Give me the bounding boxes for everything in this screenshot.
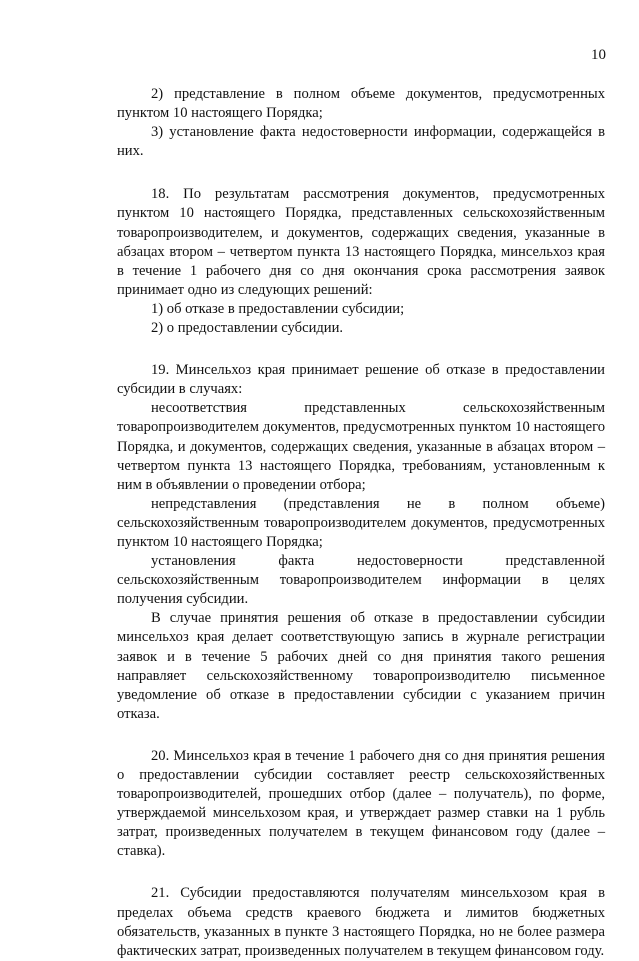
paragraph-20: 20. Минсельхоз края в течение 1 рабочего дня со дня принятия решения о предоставлении субсидии составляет реестр сельскохозяйственных товаропроизводителей, прошедших отбор (далее – получатель), по форме, утверждаемой минсельхозом края, и утверждает размер ставки на 1 рубль затрат, произведенных получателем в текущем финансовом году (далее – ставка).: [117, 747, 605, 860]
paragraph-19-case-3: установления факта недостоверности представленной сельскохозяйственным товаропроизводителем информации в целях получения субсидии.: [117, 553, 605, 608]
paragraph-21: 21. Субсидии предоставляются получателям минсельхозом края в пределах объема средств краевого бюджета и лимитов бюджетных обязательств, указанных в пункте 3 настоящего Порядка, но не более размера фактических затрат, произведенных получателем в текущем финансовом году.: [117, 885, 605, 959]
paragraph-18-option-1: 1) об отказе в предоставлении субсидии;: [151, 300, 405, 317]
paragraph-19-case-2: непредставления (представления не в полном объеме) сельскохозяйственным товаропроизводителем документов, предусмотренных пунктом 10 настоящего Порядка;: [117, 495, 605, 550]
paragraph-19-notice: В случае принятия решения об отказе в предоставлении субсидии минсельхоз края делает соответствующую запись в журнале регистрации заявок и в течение 5 рабочих дней со дня принятия такого решения направляет сельскохозяйственному товаропроизводителю письменное уведомление об отказе в предоставлении субсидии с указанием причин отказа.: [117, 610, 605, 722]
paragraph-19-intro: 19. Минсельхоз края принимает решение об отказе в предоставлении субсидии в случаях:: [117, 362, 605, 398]
document-body: [117, 85, 605, 961]
paragraph-19-case-1: несоответствия представленных сельскохозяйственным товаропроизводителем документов, предусмотренных пунктом 10 настоящего Порядка, и документов, содержащих сведения, указанные в абзацах втором – четвертом пункта 13 настоящего Порядка, требованиям, установленным к ним в объявлении о проведении отбора;: [117, 400, 605, 493]
paragraph-18-intro: 18. По результатам рассмотрения документов, предусмотренных пунктом 10 настоящего Порядка, представленных сельскохозяйственным товаропроизводителем, и документов, содержащих сведения, указанные в абзацах втором – четвертом пункта 13 настоящего Порядка, минсельхоз края в течение 1 рабочего дня со дня окончания срока рассмотрения заявок принимает одно из следующих решений:: [117, 186, 605, 298]
page-number: 10: [591, 47, 606, 63]
paragraph-item-3: 3) установление факта недостоверности информации, содержащейся в них.: [117, 124, 605, 160]
paragraph-18-option-2: 2) о предоставлении субсидии.: [151, 320, 344, 337]
paragraph-item-2: 2) представление в полном объеме документов, предусмотренных пунктом 10 настоящего Порядка;: [117, 86, 605, 122]
